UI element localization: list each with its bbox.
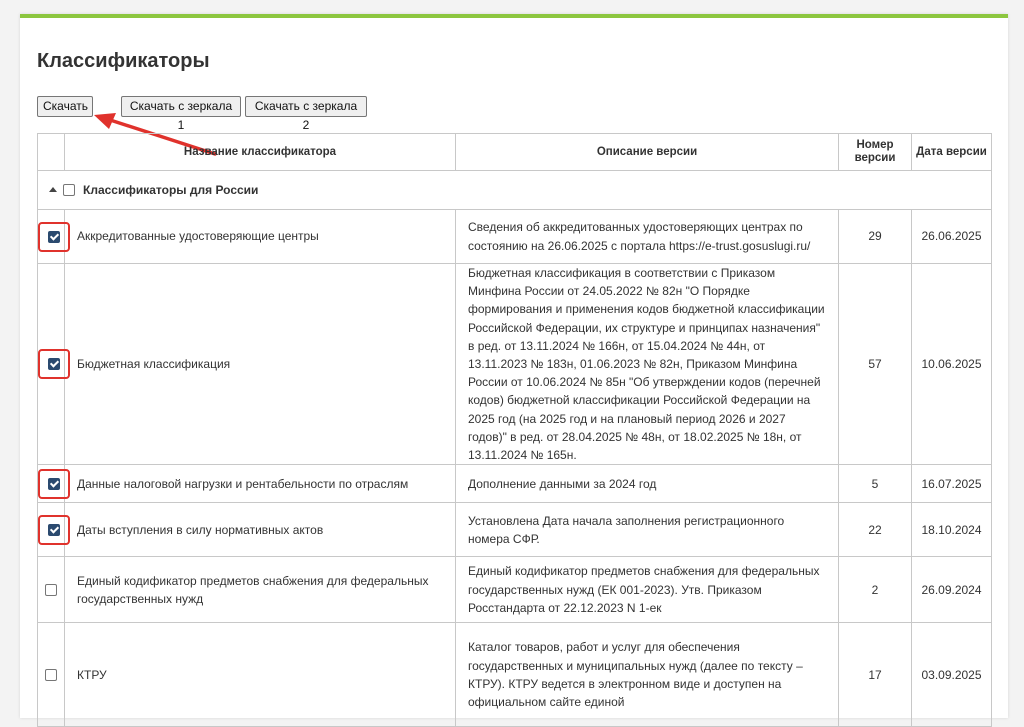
group-checkbox[interactable]: [63, 184, 75, 196]
row-description: Каталог товаров, работ и услуг для обеспечения государственных и муниципальных нужд (далее по тексту – КТРУ). КТРУ ведется в электронном виде и доступен на официальном сайте единой: [456, 623, 839, 727]
checkbox-highlight: [38, 222, 70, 252]
page-title: Классификаторы: [37, 50, 210, 72]
group-label: Классификаторы для России: [83, 183, 259, 198]
row-name: Аккредитованные удостоверяющие центры: [65, 210, 456, 264]
row-checkbox[interactable]: [48, 358, 60, 370]
row-date: 26.06.2025: [912, 210, 992, 264]
table-row: [38, 503, 992, 557]
collapse-triangle-icon[interactable]: [49, 187, 57, 192]
row-description: Сведения об аккредитованных удостоверяющих центрах по состоянию на 26.06.2025 с портала https://e-trust.gosuslugi.ru/: [456, 210, 839, 264]
row-name: Бюджетная классификация: [65, 264, 456, 465]
row-version: 22: [839, 503, 912, 557]
row-name: КТРУ: [65, 623, 456, 727]
row-date: 10.06.2025: [912, 264, 992, 465]
download-button[interactable]: Скачать: [37, 96, 93, 117]
row-version: 2: [839, 557, 912, 623]
download-mirror2-button[interactable]: Скачать с зеркала 2: [245, 96, 367, 117]
row-name: Единый кодификатор предметов снабжения для федеральных государственных нужд: [65, 557, 456, 623]
row-name: Данные налоговой нагрузки и рентабельности по отраслям: [65, 465, 456, 503]
table-row: [38, 210, 992, 264]
row-checkbox[interactable]: [48, 478, 60, 490]
row-date: 18.10.2024: [912, 503, 992, 557]
checkbox-highlight: [38, 349, 70, 379]
table-row: [38, 623, 992, 727]
checkbox-highlight: [38, 469, 70, 499]
table-header-row: [38, 134, 992, 171]
row-description: Дополнение данными за 2024 год: [456, 465, 839, 503]
classifiers-panel: [20, 14, 1008, 718]
row-version: 29: [839, 210, 912, 264]
classifiers-table: [37, 133, 992, 727]
row-version: 17: [839, 623, 912, 727]
checkbox-highlight: [38, 515, 70, 545]
row-version: 57: [839, 264, 912, 465]
row-checkbox[interactable]: [48, 231, 60, 243]
row-date: 26.09.2024: [912, 557, 992, 623]
row-name: Даты вступления в силу нормативных актов: [65, 503, 456, 557]
table-row: [38, 557, 992, 623]
download-mirror1-button[interactable]: Скачать с зеркала 1: [121, 96, 241, 117]
group-row: [38, 171, 992, 210]
header-select: [38, 134, 65, 171]
table-row: [38, 465, 992, 503]
row-checkbox[interactable]: [48, 524, 60, 536]
row-description: Бюджетная классификация в соответствии с Приказом Минфина России от 24.05.2022 № 82н "О Порядке формирования и применения кодов бюджетной классификации Российской Федерации, их структуре и принципах назначения" в ред. от 13.11.2024 № 166н, от 15.04.2024 № 44н, от 13.11.2023 № 183н, 01.06.2023 № 82н, Приказом Минфина России от 10.06.2024 № 85н "Об утверждении кодов (перечней кодов) бюджетной классификации Российской Федерации на 2025 год (на 2025 год и на плановый период 2026 и 2027 годов)" в ред. от 28.04.2025 № 48н, от 18.02.2025 № 18н, от 13.11.2024 № 165н.: [456, 264, 839, 465]
header-description[interactable]: Описание версии: [456, 134, 839, 171]
header-date[interactable]: Дата версии: [912, 134, 992, 171]
row-version: 5: [839, 465, 912, 503]
header-name[interactable]: Название классификатора: [65, 134, 456, 171]
row-description: Установлена Дата начала заполнения регистрационного номера СФР.: [456, 503, 839, 557]
header-version[interactable]: Номер версии: [839, 134, 912, 171]
row-description: Единый кодификатор предметов снабжения для федеральных государственных нужд (ЕК 001-2023). Утв. Приказом Росстандарта от 22.12.2023 N 1-ек: [456, 557, 839, 623]
row-date: 03.09.2025: [912, 623, 992, 727]
table-row: [38, 264, 992, 465]
row-date: 16.07.2025: [912, 465, 992, 503]
row-checkbox[interactable]: [45, 669, 57, 681]
row-checkbox[interactable]: [45, 584, 57, 596]
